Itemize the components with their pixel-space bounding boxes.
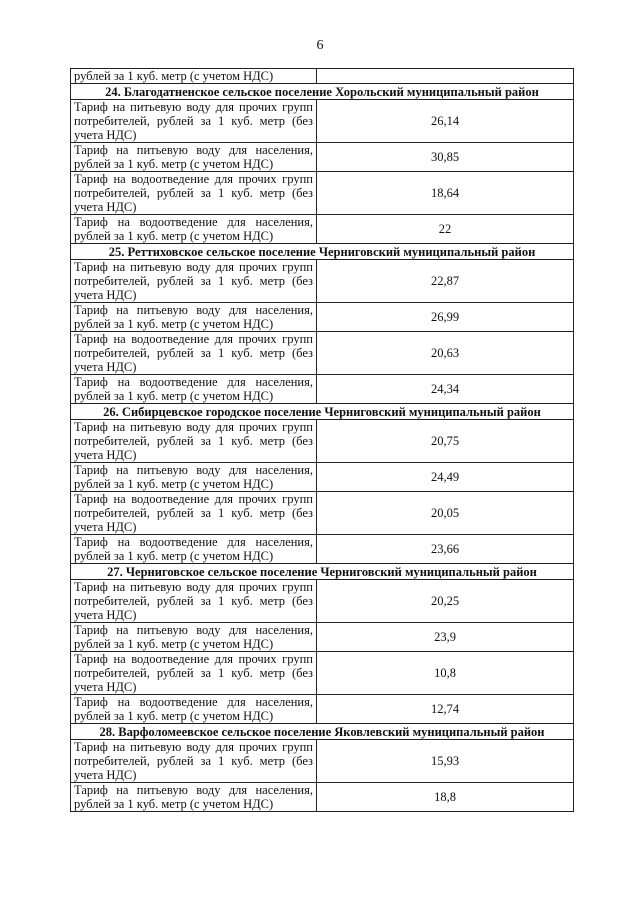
section-title: 25. Реттиховское сельское поселение Черниговский муниципальный район xyxy=(71,244,574,260)
tariff-description: Тариф на питьевую воду для населения, рублей за 1 куб. метр (с учетом НДС) xyxy=(71,783,317,812)
tariff-value: 23,9 xyxy=(317,623,574,652)
tariff-description: Тариф на водоотведение для прочих групп потребителей, рублей за 1 куб. метр (без учета НДС) xyxy=(71,332,317,375)
tariff-description: Тариф на водоотведение для населения, рублей за 1 куб. метр (с учетом НДС) xyxy=(71,695,317,724)
table-row xyxy=(71,740,574,783)
tariff-description: Тариф на питьевую воду для населения, рублей за 1 куб. метр (с учетом НДС) xyxy=(71,143,317,172)
tariff-description: Тариф на питьевую воду для населения, рублей за 1 куб. метр (с учетом НДС) xyxy=(71,463,317,492)
page-number: 6 xyxy=(316,38,324,53)
tariff-table xyxy=(70,68,574,812)
tariff-description: Тариф на водоотведение для населения, рублей за 1 куб. метр (с учетом НДС) xyxy=(71,215,317,244)
table-row xyxy=(71,172,574,215)
tariff-description: Тариф на водоотведение для прочих групп потребителей, рублей за 1 куб. метр (без учета НДС) xyxy=(71,652,317,695)
tariff-value: 20,63 xyxy=(317,332,574,375)
table-row xyxy=(71,463,574,492)
tariff-value: 12,74 xyxy=(317,695,574,724)
section-header xyxy=(71,84,574,100)
tariff-description: Тариф на питьевую воду для прочих групп потребителей, рублей за 1 куб. метр (без учета НДС) xyxy=(71,100,317,143)
table-row xyxy=(71,260,574,303)
tariff-value: 22 xyxy=(317,215,574,244)
tariff-value: 26,99 xyxy=(317,303,574,332)
table-row xyxy=(71,492,574,535)
table-row xyxy=(71,332,574,375)
section-header xyxy=(71,724,574,740)
table-row xyxy=(71,695,574,724)
tariff-description: Тариф на водоотведение для прочих групп потребителей, рублей за 1 куб. метр (без учета НДС) xyxy=(71,492,317,535)
tariff-value: 20,75 xyxy=(317,420,574,463)
table-row xyxy=(71,100,574,143)
tariff-value: 22,87 xyxy=(317,260,574,303)
table-row xyxy=(71,215,574,244)
tariff-description: Тариф на питьевую воду для прочих групп потребителей, рублей за 1 куб. метр (без учета НДС) xyxy=(71,260,317,303)
table-row xyxy=(71,623,574,652)
section-title: 26. Сибирцевское городское поселение Черниговский муниципальный район xyxy=(71,404,574,420)
table-row xyxy=(71,783,574,812)
section-title: 28. Варфоломеевское сельское поселение Яковлевский муниципальный район xyxy=(71,724,574,740)
tariff-value: 15,93 xyxy=(317,740,574,783)
section-title: 24. Благодатненское сельское поселение Хорольский муниципальный район xyxy=(71,84,574,100)
table-row xyxy=(71,652,574,695)
tariff-description: Тариф на питьевую воду для населения, рублей за 1 куб. метр (с учетом НДС) xyxy=(71,623,317,652)
tariff-value: 26,14 xyxy=(317,100,574,143)
table-row xyxy=(71,535,574,564)
tariff-description: Тариф на водоотведение для населения, рублей за 1 куб. метр (с учетом НДС) xyxy=(71,535,317,564)
table-row xyxy=(71,375,574,404)
tariff-value: 24,49 xyxy=(317,463,574,492)
tariff-value: 30,85 xyxy=(317,143,574,172)
table-row xyxy=(71,580,574,623)
section-header xyxy=(71,244,574,260)
tariff-value: 18,64 xyxy=(317,172,574,215)
section-header xyxy=(71,404,574,420)
table-row xyxy=(71,303,574,332)
tariff-value: 10,8 xyxy=(317,652,574,695)
tariff-description: Тариф на питьевую воду для населения, рублей за 1 куб. метр (с учетом НДС) xyxy=(71,303,317,332)
section-header xyxy=(71,564,574,580)
table-row xyxy=(71,143,574,172)
tariff-value: 18,8 xyxy=(317,783,574,812)
tariff-description: Тариф на водоотведение для прочих групп потребителей, рублей за 1 куб. метр (без учета НДС) xyxy=(71,172,317,215)
tariff-description: Тариф на питьевую воду для прочих групп потребителей, рублей за 1 куб. метр (без учета НДС) xyxy=(71,580,317,623)
tariff-value: 20,05 xyxy=(317,492,574,535)
carry-over-row xyxy=(71,69,574,84)
tariff-value: 20,25 xyxy=(317,580,574,623)
tariff-description: Тариф на питьевую воду для прочих групп потребителей, рублей за 1 куб. метр (без учета НДС) xyxy=(71,420,317,463)
tariff-value xyxy=(317,69,574,84)
section-title: 27. Черниговское сельское поселение Черниговский муниципальный район xyxy=(71,564,574,580)
tariff-value: 24,34 xyxy=(317,375,574,404)
tariff-description: Тариф на питьевую воду для прочих групп потребителей, рублей за 1 куб. метр (без учета НДС) xyxy=(71,740,317,783)
tariff-description: рублей за 1 куб. метр (с учетом НДС) xyxy=(71,69,317,84)
tariff-value: 23,66 xyxy=(317,535,574,564)
table-row xyxy=(71,420,574,463)
tariff-description: Тариф на водоотведение для населения, рублей за 1 куб. метр (с учетом НДС) xyxy=(71,375,317,404)
